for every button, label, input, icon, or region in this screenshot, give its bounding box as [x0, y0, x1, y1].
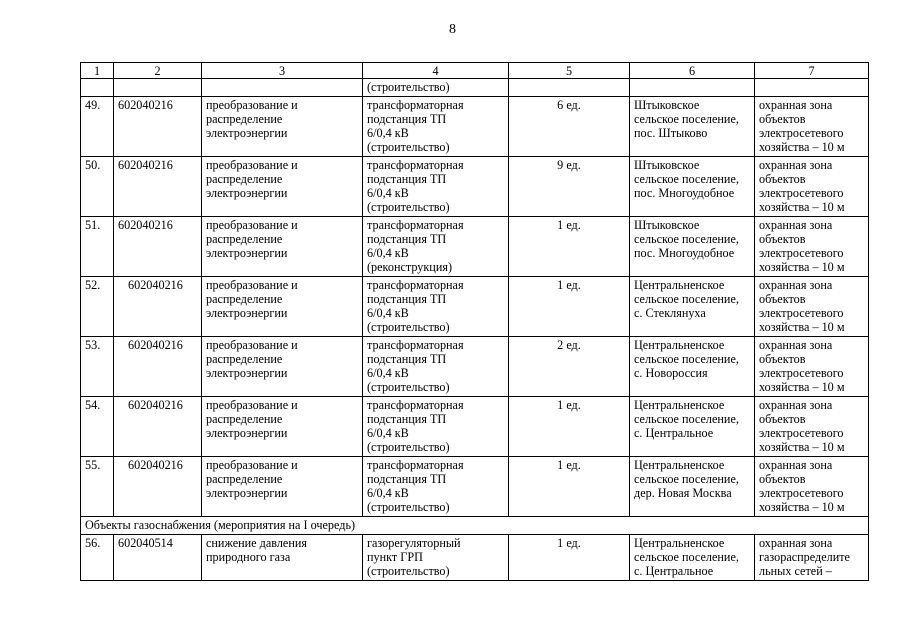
object-name: трансформаторная подстанция ТП 6/0,4 кВ (строительство): [363, 277, 509, 337]
object-location: Центральненское сельское поселение, с. Стеклянуха: [630, 277, 755, 337]
zone-description: охранная зона объектов электросетевого хозяйства – 10 м: [755, 97, 869, 157]
continuation-row: [81, 79, 869, 97]
row-number: 55.: [81, 457, 114, 517]
classification-code: 602040216: [114, 97, 202, 157]
table-row: [81, 457, 869, 517]
objects-table: [80, 62, 869, 581]
column-header: 3: [202, 63, 363, 79]
object-location: Центральненское сельское поселение, с. Новороссия: [630, 337, 755, 397]
object-name: трансформаторная подстанция ТП 6/0,4 кВ (строительство): [363, 337, 509, 397]
object-location: Центральненское сельское поселение, с. Центральное: [630, 535, 755, 581]
classification-code: 602040216: [114, 397, 202, 457]
row-number: 52.: [81, 277, 114, 337]
table-row: [81, 535, 869, 581]
object-location: Штыковское сельское поселение, пос. Штыково: [630, 97, 755, 157]
column-header: 4: [363, 63, 509, 79]
object-purpose: преобразование и распределение электроэнергии: [202, 457, 363, 517]
object-purpose: преобразование и распределение электроэнергии: [202, 97, 363, 157]
column-header: 6: [630, 63, 755, 79]
object-name: трансформаторная подстанция ТП 6/0,4 кВ (строительство): [363, 157, 509, 217]
table-row: [81, 217, 869, 277]
object-location: Штыковское сельское поселение, пос. Многоудобное: [630, 217, 755, 277]
object-quantity: 2 ед.: [509, 337, 630, 397]
object-name: трансформаторная подстанция ТП 6/0,4 кВ (строительство): [363, 457, 509, 517]
object-name: трансформаторная подстанция ТП 6/0,4 кВ (реконструкция): [363, 217, 509, 277]
object-location: Центральненское сельское поселение, с. Центральное: [630, 397, 755, 457]
classification-code: 602040216: [114, 277, 202, 337]
row-number: 51.: [81, 217, 114, 277]
object-name: трансформаторная подстанция ТП 6/0,4 кВ (строительство): [363, 97, 509, 157]
column-header: 5: [509, 63, 630, 79]
table-row: [81, 337, 869, 397]
section-title: Объекты газоснабжения (мероприятия на I очередь): [81, 517, 869, 535]
table-row: [81, 97, 869, 157]
column-header: 2: [114, 63, 202, 79]
classification-code: 602040514: [114, 535, 202, 581]
object-purpose: преобразование и распределение электроэнергии: [202, 277, 363, 337]
zone-description: охранная зона газораспределите льных сетей –: [755, 535, 869, 581]
object-quantity: 1 ед.: [509, 217, 630, 277]
table-row: [81, 397, 869, 457]
continuation-cell: (строительство): [363, 79, 509, 97]
zone-description: охранная зона объектов электросетевого хозяйства – 10 м: [755, 457, 869, 517]
object-name: газорегуляторный пункт ГРП (строительство): [363, 535, 509, 581]
page-number: 8: [449, 22, 456, 37]
zone-description: охранная зона объектов электросетевого хозяйства – 10 м: [755, 217, 869, 277]
zone-description: охранная зона объектов электросетевого хозяйства – 10 м: [755, 277, 869, 337]
zone-description: охранная зона объектов электросетевого хозяйства – 10 м: [755, 157, 869, 217]
object-purpose: преобразование и распределение электроэнергии: [202, 157, 363, 217]
row-number: 49.: [81, 97, 114, 157]
row-number: 50.: [81, 157, 114, 217]
object-quantity: 1 ед.: [509, 397, 630, 457]
classification-code: 602040216: [114, 337, 202, 397]
table-row: [81, 157, 869, 217]
column-header: 7: [755, 63, 869, 79]
object-quantity: 1 ед.: [509, 457, 630, 517]
section-row: [81, 517, 869, 535]
object-purpose: преобразование и распределение электроэнергии: [202, 397, 363, 457]
object-purpose: преобразование и распределение электроэнергии: [202, 337, 363, 397]
row-number: 56.: [81, 535, 114, 581]
object-quantity: 9 ед.: [509, 157, 630, 217]
object-location: Штыковское сельское поселение, пос. Многоудобное: [630, 157, 755, 217]
object-quantity: 1 ед.: [509, 277, 630, 337]
object-name: трансформаторная подстанция ТП 6/0,4 кВ (строительство): [363, 397, 509, 457]
classification-code: 602040216: [114, 157, 202, 217]
row-number: 54.: [81, 397, 114, 457]
column-header: 1: [81, 63, 114, 79]
object-quantity: 1 ед.: [509, 535, 630, 581]
column-number-row: [81, 63, 869, 79]
zone-description: охранная зона объектов электросетевого хозяйства – 10 м: [755, 337, 869, 397]
classification-code: 602040216: [114, 457, 202, 517]
zone-description: охранная зона объектов электросетевого хозяйства – 10 м: [755, 397, 869, 457]
table-row: [81, 277, 869, 337]
object-purpose: преобразование и распределение электроэнергии: [202, 217, 363, 277]
object-location: Центральненское сельское поселение, дер. Новая Москва: [630, 457, 755, 517]
object-purpose: снижение давления природного газа: [202, 535, 363, 581]
row-number: 53.: [81, 337, 114, 397]
object-quantity: 6 ед.: [509, 97, 630, 157]
classification-code: 602040216: [114, 217, 202, 277]
